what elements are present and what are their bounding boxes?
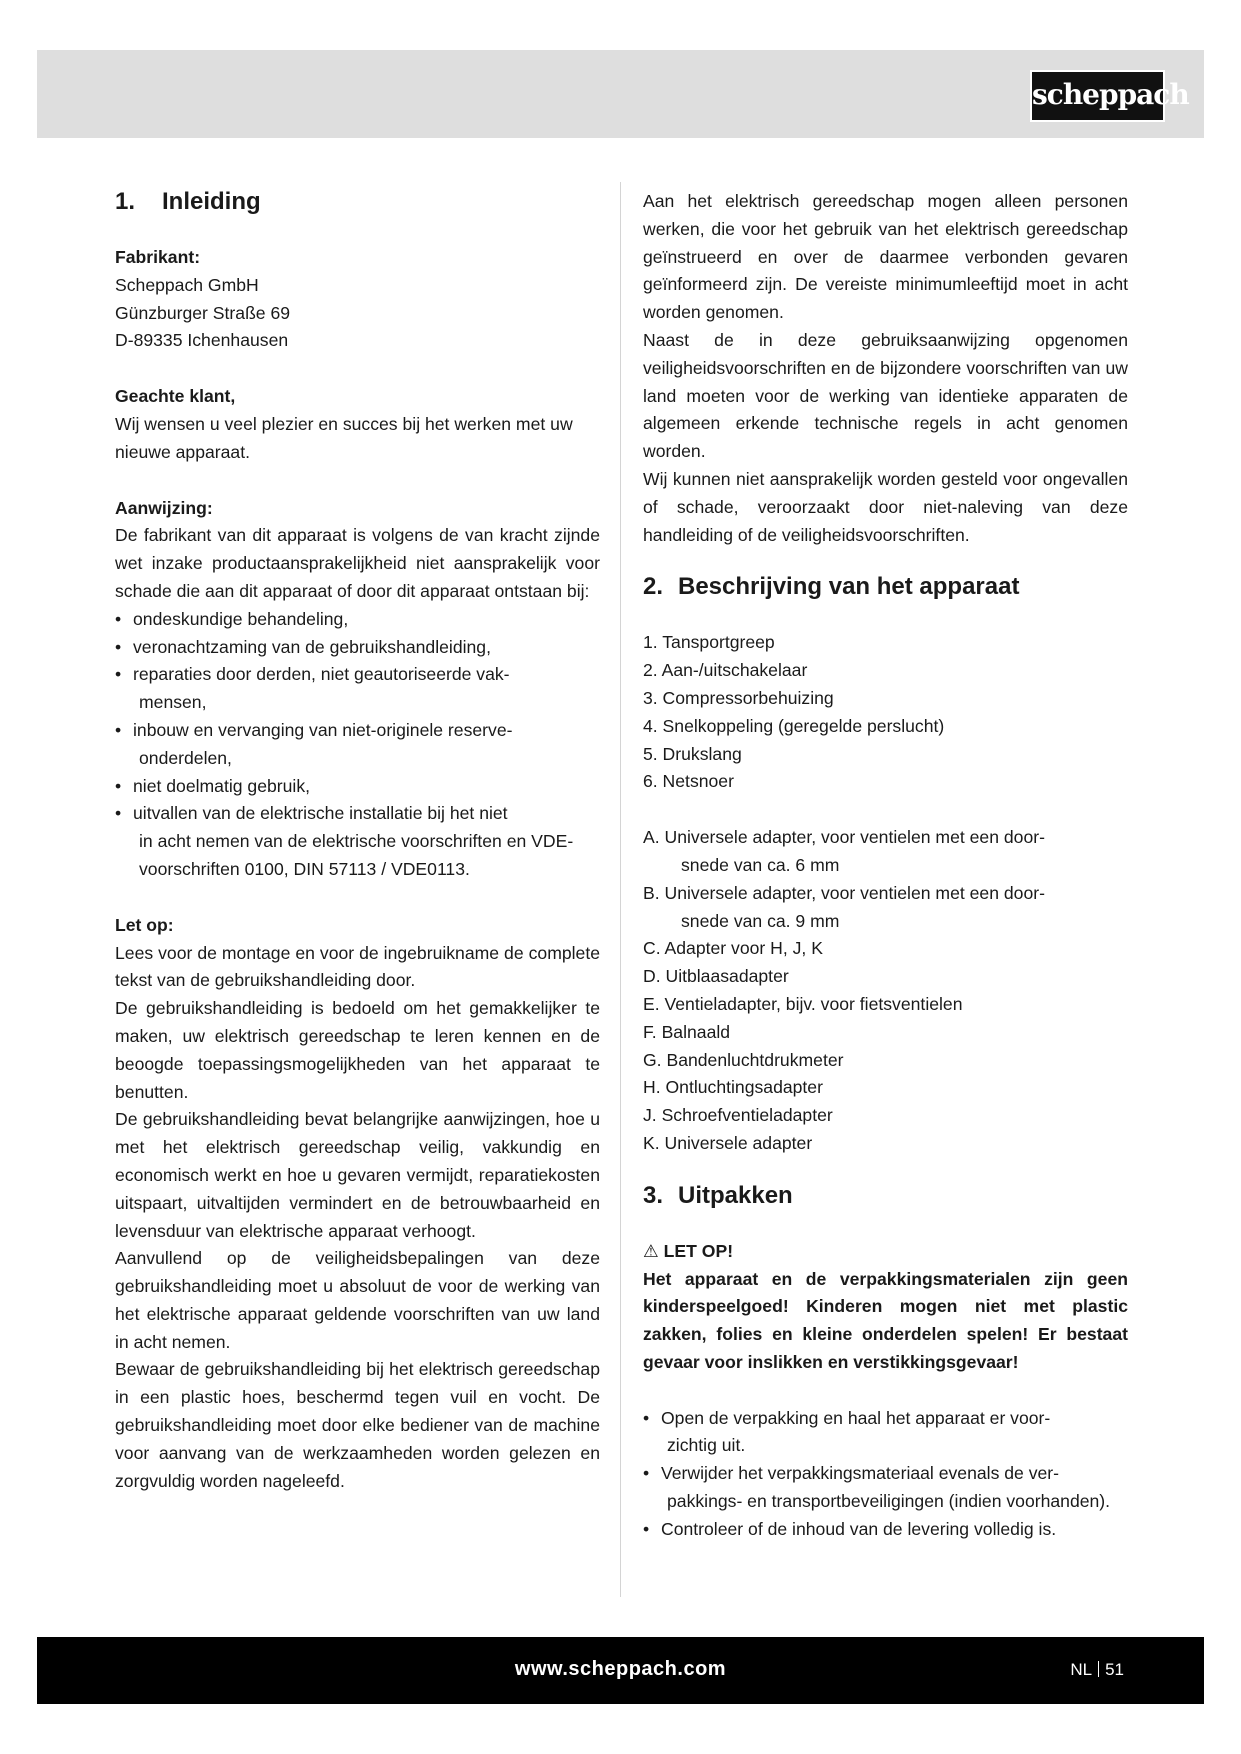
page-number: NL 51 (1070, 1660, 1124, 1679)
list-item: • ondeskundige behandeling, (115, 606, 600, 634)
page-footer (37, 1637, 1204, 1704)
section-2-heading: 2. Beschrijving van het apparaat (643, 573, 1020, 601)
right-column (643, 188, 1128, 1544)
list-item: • niet doelmatig gebruik, (115, 773, 600, 801)
intro-paragraph: Wij kunnen niet aansprakelijk worden gesteld voor ongevallen of schade, veroorzaakt door niet-naleving van deze handleiding of de veiligheidsvoorschriften. (643, 468, 1128, 545)
list-item: E. Ventieladapter, bijv. voor fietsventielen (643, 993, 963, 1014)
list-item: • inbouw en vervanging van niet-originele reserve- onderdelen, (115, 717, 600, 773)
parts-numbered-list (643, 629, 1128, 796)
unpack-bullet-list (643, 1405, 1128, 1544)
greeting-label: Geachte klant, (115, 386, 236, 407)
attention-paragraph: Bewaar de gebruikshandleiding bij het elektrisch gereedschap in een plastic hoes, beschermd tegen vuil en vocht. De gebruikshandleiding moet door elke bediener van de machine voor aanvang van de werkzaamheden worden gelezen en zorgvuldig worden nageleefd. (115, 1359, 600, 1491)
warning-label: ⚠ LET OP! (643, 1240, 734, 1261)
manufacturer-label: Fabrikant: (115, 247, 201, 267)
list-item: • Verwijder het verpakkingsmateriaal evenals de ver- pakkings- en transportbeveiligingen (indien voorhanden). (643, 1460, 1128, 1516)
list-item: 1. Tansportgreep (643, 632, 775, 653)
attention-paragraph: Lees voor de montage en voor de ingebruikname de complete tekst van de gebruikshandleiding door. (115, 942, 600, 991)
attention-paragraph: De gebruikshandleiding is bedoeld om het gemakkelijker te maken, uw elektrisch gereedschap te leren kennen en de beoogde toepassingsmogelijkheden van het apparaat te benutten. (115, 998, 600, 1102)
left-column (115, 188, 600, 1495)
list-item: • uitvallen van de elektrische installatie bij het niet in acht nemen van de elektrische voorschriften en VDE-voorschriften 0100, DIN 57113 / VDE0113. (115, 800, 600, 883)
intro-paragraph: Aan het elektrisch gereedschap mogen alleen personen werken, die voor het gebruik van het elektrisch gereedschap geïnstrueerd en over de daarmee verbonden gevaren geïnformeerd zijn. De vereiste minimumleeftijd moet in acht worden genomen. (643, 191, 1128, 323)
manufacturer-line: D-89335 Ichenhausen (115, 330, 289, 351)
list-item: D. Uitblaasadapter (643, 966, 789, 987)
column-divider (620, 182, 621, 1597)
list-item: K. Universele adapter (643, 1132, 813, 1153)
warning-text: Het apparaat en de verpakkingsmaterialen zijn geen kinderspeelgoed! Kinderen mogen niet met plastic zakken, folies en kleine onderdelen spelen! Er bestaat gevaar voor inslikken en verstikkingsgevaar! (643, 1268, 1128, 1372)
list-item: 2. Aan-/uitschakelaar (643, 660, 808, 681)
list-item: H. Ontluchtingsadapter (643, 1077, 823, 1098)
list-item: • reparaties door derden, niet geautoriseerde vak- mensen, (115, 661, 600, 717)
intro-paragraph: Naast de in deze gebruiksaanwijzing opgenomen veiligheidsvoorschriften en de bijzondere voorschriften van uw land moeten voor de werking van identieke apparaten de algemeen erkende technische regels in acht genomen worden. (643, 329, 1128, 462)
attention-label: Let op: (115, 914, 174, 935)
list-item: G. Bandenluchtdrukmeter (643, 1049, 844, 1070)
list-item: • veronachtzaming van de gebruikshandleiding, (115, 634, 600, 662)
list-item: 5. Drukslang (643, 743, 742, 764)
scheppach-logo: scheppach (1030, 70, 1165, 122)
list-item: 4. Snelkoppeling (geregelde perslucht) (643, 715, 945, 736)
attention-paragraph: De gebruikshandleiding bevat belangrijke aanwijzingen, hoe u met het elektrisch gereedschap veilig, vakkundig en economisch werkt en hoe u gevaren vermijdt, reparatiekosten uitspaart, uitvaltijden vermindert en de betrouwbaarheid en levensduur van elektrische apparaat verhoogt. (115, 1109, 600, 1241)
list-item: 3. Compressorbehuizing (643, 687, 834, 708)
section-1-heading: 1. Inleiding (115, 188, 261, 215)
list-item: B. Universele adapter, voor ventielen met een door- snede van ca. 9 mm (643, 882, 1045, 931)
list-item: J. Schroefventieladapter (643, 1105, 833, 1126)
notice-text: De fabrikant van dit apparaat is volgens de van kracht zijnde wet inzake productaansprakelijkheid niet aansprakelijk voor schade die aan dit apparaat of door dit apparaat ontstaan bij: (115, 525, 600, 601)
attention-paragraph: Aanvullend op de veiligheidsbepalingen van deze gebruikshandleiding moet u absoluut de voor de werking van het elektrische apparaat geldende voorschriften van uw land in acht nemen. (115, 1248, 600, 1352)
parts-lettered-list (643, 824, 1128, 1158)
notice-bullet-list (115, 606, 600, 884)
manufacturer-line: Günzburger Straße 69 (115, 302, 291, 323)
warning-triangle-icon: ⚠ (643, 1240, 659, 1261)
manufacturer-line: Scheppach GmbH (115, 274, 259, 295)
page-header (37, 50, 1204, 138)
list-item: C. Adapter voor H, J, K (643, 938, 823, 959)
list-item: • Open de verpakking en haal het apparaat er voor- zichtig uit. (643, 1405, 1128, 1461)
section-3-heading: 3. Uitpakken (643, 1181, 793, 1209)
website-link[interactable]: www.scheppach.com (514, 1658, 727, 1680)
list-item: A. Universele adapter, voor ventielen met een door- snede van ca. 6 mm (643, 827, 1045, 875)
list-item: 6. Netsnoer (643, 771, 734, 792)
greeting-text: Wij wensen u veel plezier en succes bij het werken met uw nieuwe apparaat. (115, 413, 573, 462)
list-item: F. Balnaald (643, 1021, 731, 1042)
list-item: • Controleer of de inhoud van de levering volledig is. (643, 1516, 1128, 1544)
notice-label: Aanwijzing: (115, 497, 213, 518)
